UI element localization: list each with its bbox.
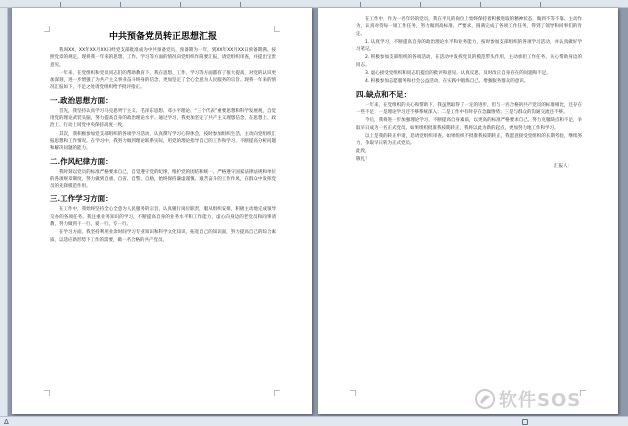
paragraph: 在工作中，作为一名年轻的党员，我在平凡的岗位上始终保持着积极进取的精神状态，做到不等不靠、主动作为，认真对待每一项工作任务，努力做到高标准、严要求，圆满完成了各项工作任务，得到了领导和同事们的肯定。 bbox=[356, 17, 582, 37]
ruler-tick bbox=[60, 2, 61, 7]
document-title: 中共预备党员转正思想汇报 bbox=[108, 32, 217, 42]
status-indicator[interactable]: Δ bbox=[4, 418, 9, 426]
paragraph: 在工作中，我始终坚持全心全意为人民服务的宗旨，认真履行岗位职责，服从组织安排，积极主动地完成领导交办的各项任务。我注重业务知识的学习，不断提高自身的业务水平和工作能力，虚心向身边的老党员和同事请教，努力做到干一行、爱一行、专一行。 bbox=[50, 207, 276, 228]
list-item: 3. 虚心接受党组织和同志们提出的批评和意见，认真反思，及时改正自身存在的问题和不足。 bbox=[365, 71, 551, 77]
paragraph: 其次，我积极参加党支部组织的各项学习活动，认真撰写学习心得体会，按时参加组织生活，主动向党组织汇报思想和工作情况。在学习中，我努力做到理论联系实际，用党的理论指导自己的工作和学习，不断提高分析问题和解决问题的能力。 bbox=[50, 131, 276, 152]
ruler-tick bbox=[420, 2, 421, 7]
view-layout-icon[interactable] bbox=[522, 419, 528, 425]
paragraph: 首先，我坚持认真学习马克思列宁主义、毛泽东思想、邓小平理论、“三个代表”重要思想和科学发展观，自觉用党的理论武装头脑，努力提高自身的政治理论水平。通过学习，我更加坚定了共产主义理想信念，在思想上、政治上、行动上同党中央保持高度一致。 bbox=[50, 108, 276, 129]
document-page-left[interactable] bbox=[12, 8, 312, 414]
paragraph: 在学习方面，我坚持利用业余时间学习专业知识和科学文化知识，拓宽自己的知识面，努力提高自己的综合素质，以适应新形势下工作的需要，做一名合格的共产党员。 bbox=[50, 230, 276, 243]
list-item: 4. 积极参加志愿服务和社会公益活动，在实践中锻炼自己，增强服务群众的意识。 bbox=[365, 79, 529, 85]
paragraph: 一年来，在党组织的关心和帮助下，我虽然取得了一定的进步，但与一名合格的共产党员的标准相比，还存在一些不足：一是理论学习还不够系统深入；二是工作中有时存在急躁情绪；三是与群众的沟通交流还不够。 bbox=[356, 102, 582, 115]
horizontal-ruler[interactable] bbox=[0, 0, 628, 8]
page-content[interactable] bbox=[356, 16, 582, 392]
vertical-ruler[interactable] bbox=[0, 8, 8, 416]
paragraph: 一年来，在党组织和党员同志们的帮助教育下，我在思想、工作、学习等方面都有了很大提高，对党的认识更加深刻，进一步增强了为共产主义事业奋斗终身的信念，更加坚定了全心全意为人民服务的宗旨。现将一年来的情况汇报如下，不足之处请党组织给予批评指正。 bbox=[50, 70, 276, 91]
section-heading-politics: 一.政治思想方面： bbox=[50, 95, 113, 105]
list-item: 1. 认真学习，不断提高自身的政治理论水平和业务能力，按时参加支部组织的各项学习活动，并认真做好学习笔记。 bbox=[356, 39, 582, 53]
closing-regards: 敬礼！ bbox=[356, 156, 370, 162]
ruler-tick bbox=[180, 2, 181, 7]
paragraph: 我叫XX，XX年XX月XX日经党支部批准成为中共预备党员，预备期为一年，到XX年XX月XX日预备期满。按照党章的规定，现将我一年来的思想、工作、学习等方面的情况向党组织作简要汇报，请党组织审查，并提出宝贵意见。 bbox=[50, 48, 276, 68]
watermark-text: 软件SOS bbox=[499, 390, 582, 411]
paragraph: 我时刻以党员的标准严格要求自己，自觉遵守党的纪律，维护党的团结和统一，严格遵守国家法律法规和单位的各项规章制度，努力做到自重、自省、自警、自励，始终保持谦虚谨慎、艰苦奋斗的工作作风，在群众中发挥党员的先锋模范作用。 bbox=[50, 169, 276, 190]
status-bar bbox=[0, 416, 628, 426]
ruler-tick bbox=[120, 2, 121, 7]
closing-salutation: 此致， bbox=[356, 149, 370, 155]
list-item: 2. 积极参加支部组织的各项活动，在活动中发挥党员的模范带头作用，主动承担工作任务，关心帮助身边的同志。 bbox=[356, 55, 582, 68]
ruler-tick bbox=[360, 2, 361, 7]
section-heading-shortcomings: 四.缺点和不足： bbox=[356, 89, 412, 99]
ruler-tick bbox=[540, 2, 541, 7]
section-heading-discipline: 二.作风纪律方面： bbox=[50, 156, 113, 166]
page-content[interactable] bbox=[50, 30, 276, 392]
signature-line: 汇报人： bbox=[554, 164, 572, 170]
ruler-tick bbox=[480, 2, 481, 7]
paragraph: 今后，我将进一步加强理论学习，不断提高自身素质，以更高的标准严格要求自己，努力克服缺点和不足，争取早日成为一名正式党员。如果组织批准我按期转正，我将以此为新的起点，更加努力地工作和学习。 bbox=[356, 118, 582, 131]
document-page-right[interactable] bbox=[318, 8, 618, 414]
paragraph: 以上是我的转正申请，恳请党组织审查。如果组织不批准我按期转正，我愿意接受党组织的长期考验，继续努力，争取早日转为正式党员。 bbox=[356, 133, 582, 147]
section-heading-work-study: 三.工作学习方面： bbox=[50, 194, 113, 204]
ruler-tick bbox=[240, 2, 241, 7]
